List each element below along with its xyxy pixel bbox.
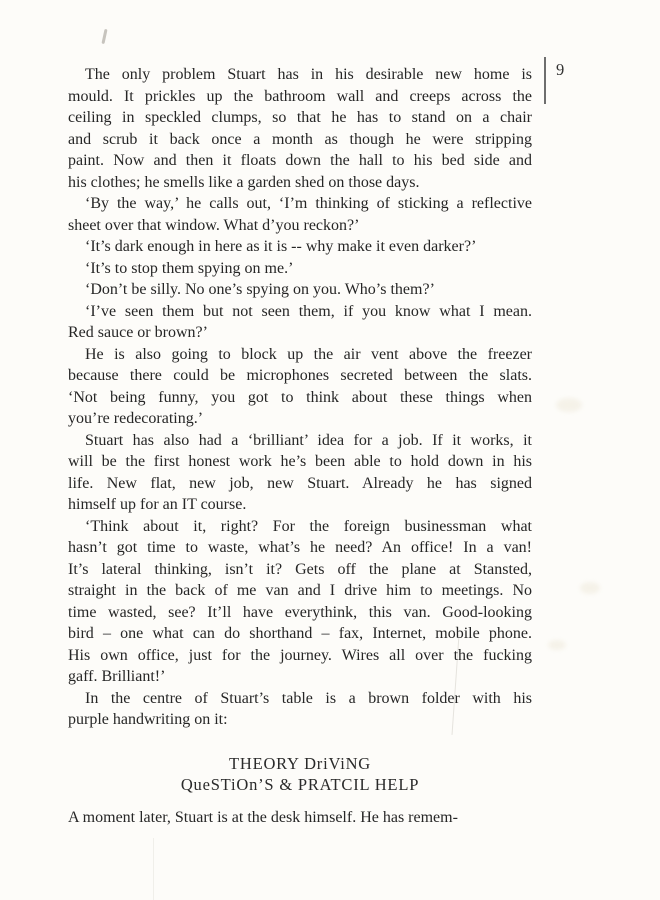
paragraph: [68, 258, 532, 280]
text-line: He is also going to block up the air vent above the freezer: [85, 345, 532, 363]
paragraph: [68, 516, 532, 688]
text-line: ceiling in speckled clumps, so that he has to stand on a chair: [68, 109, 532, 126]
paragraph: [68, 301, 532, 344]
text-line: mould. It prickles up the bathroom wall and creeps across the: [68, 87, 532, 105]
text-line: time wasted, see? It’ll have everythink, this van. Good-looking: [68, 603, 532, 621]
paragraph: [68, 64, 532, 193]
text-line: ‘It’s dark enough in here as it is -- why make it even darker?’: [85, 238, 477, 255]
folder-heading: [68, 753, 532, 796]
text-line: straight in the back of me van and I drive him to meetings. No: [68, 582, 532, 599]
text-line: sheet over that window. What d’you reckon?’: [68, 216, 360, 234]
paragraph: [68, 236, 532, 258]
scan-smudge: [580, 582, 600, 594]
text-line: ‘By the way,’ he calls out, ‘I’m thinking of sticking a reflective: [85, 195, 532, 212]
paragraph: [68, 688, 532, 731]
text-line: bird – one what can do shorthand – fax, Internet, mobile phone.: [68, 625, 532, 642]
text-line: you’re redecorating.’: [68, 410, 204, 427]
text-line: It’s lateral thinking, isn’t it? Gets off the plane at Stansted,: [68, 560, 532, 578]
scan-smudge: [556, 398, 582, 412]
text-line: and scrub it back once a month as though he were stripping: [68, 130, 532, 148]
text-line: ‘Not being funny, you got to think about these things when: [68, 388, 532, 406]
text-line: Red sauce or brown?’: [68, 324, 208, 341]
folder-heading-line-2: QueSTiOn’S & PRATCIL HELP: [180, 775, 420, 794]
text-line: purple handwriting on it:: [68, 711, 228, 728]
paragraph: [68, 344, 532, 430]
text-line: ‘Think about it, right? For the foreign businessman what: [85, 517, 532, 535]
text-line: his clothes; he smells like a garden shed on those days.: [68, 173, 420, 191]
paragraph: [68, 430, 532, 516]
text-line: Stuart has also had a ‘brilliant’ idea for a job. If it works, it: [85, 431, 532, 449]
text-line: The only problem Stuart has in his desirable new home is: [85, 66, 532, 83]
text-line: His own office, just for the journey. Wires all over the fucking: [68, 646, 532, 664]
scan-crease-bottom: [153, 838, 154, 900]
text-line: hasn’t got time to waste, what’s he need? An office! In a van!: [68, 539, 532, 556]
text-line: ‘It’s to stop them spying on me.’: [85, 259, 294, 277]
text-line: life. New flat, new job, new Stuart. Already he has signed: [68, 474, 532, 492]
closing-paragraph: A moment later, Stuart is at the desk himself. He has remem-: [68, 808, 458, 826]
paragraph: [68, 279, 532, 301]
page-number-divider: [544, 57, 546, 104]
text-line: because there could be microphones secreted between the slats.: [68, 367, 532, 384]
text-line: himself up for an IT course.: [68, 496, 247, 513]
paragraphs-container: [68, 64, 532, 731]
text-line: paint. Now and then it floats down the hall to his bed side and: [68, 152, 532, 169]
scan-speck: [101, 29, 107, 44]
text-line: will be the first honest work he’s been able to hold down in his: [68, 453, 532, 470]
page-number: 9: [556, 60, 565, 79]
scan-smudge: [548, 640, 566, 650]
text-line: ‘I’ve seen them but not seen them, if you know what I mean.: [85, 302, 532, 320]
text-line: gaff. Brilliant!’: [68, 668, 166, 685]
text-line: In the centre of Stuart’s table is a brown folder with his: [85, 689, 532, 707]
folder-heading-line-1: THEORY DriViNG: [228, 753, 372, 773]
text-block: [68, 64, 532, 828]
text-line: ‘Don’t be silly. No one’s spying on you. Who’s them?’: [85, 281, 435, 298]
paragraph: [68, 193, 532, 236]
